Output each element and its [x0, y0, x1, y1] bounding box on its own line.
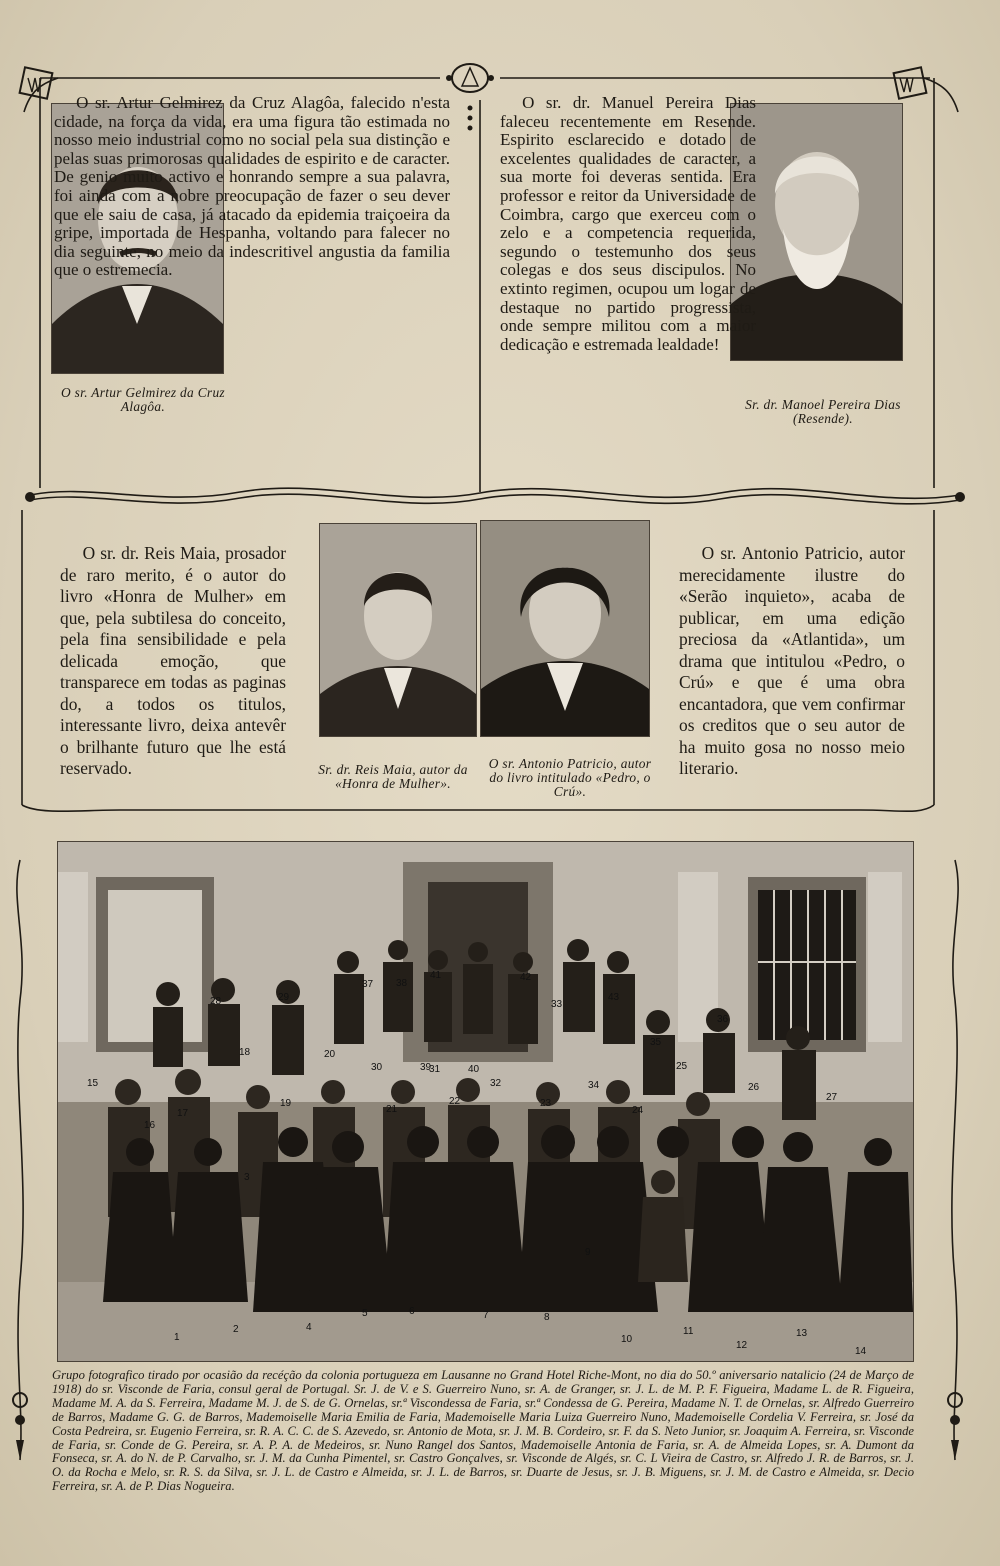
group-photograph [57, 841, 914, 1362]
group-number-labels [58, 842, 913, 1361]
portrait-figure-icon [731, 104, 902, 360]
group-number: 4 [306, 1322, 312, 1333]
group-number: 43 [608, 992, 620, 1003]
group-number: 17 [177, 1108, 189, 1119]
group-number: 15 [87, 1078, 99, 1089]
group-number: 21 [386, 1104, 398, 1115]
group-number: 13 [796, 1328, 808, 1339]
group-number: 32 [490, 1078, 502, 1089]
group-number: 38 [396, 978, 408, 989]
caption-antonio-patricio: O sr. Antonio Patricio, autor do livro intitulado «Pedro, o Crú». [488, 756, 652, 799]
group-number: 5 [362, 1308, 368, 1319]
group-number: 28 [210, 996, 222, 1007]
caption-reis-maia: Sr. dr. Reis Maia, autor da «Honra de Mulher». [318, 762, 468, 791]
group-number: 22 [449, 1096, 461, 1107]
group-number: 3 [244, 1172, 250, 1183]
caption-manuel-pereira-dias: Sr. dr. Manoel Pereira Dias (Resende). [745, 397, 901, 426]
group-number: 7 [483, 1310, 489, 1321]
group-number: 25 [676, 1061, 688, 1072]
group-number: 39 [420, 1062, 432, 1073]
group-number: 40 [468, 1064, 480, 1075]
portrait-figure-icon [481, 521, 649, 736]
group-number: 42 [520, 972, 532, 983]
group-number: 33 [551, 999, 563, 1010]
group-number: 14 [855, 1346, 867, 1357]
group-number: 35 [650, 1037, 662, 1048]
group-number: 11 [683, 1326, 694, 1337]
portrait-reis-maia [319, 523, 477, 737]
group-number: 31 [429, 1064, 441, 1075]
group-number: 30 [371, 1062, 383, 1073]
group-number: 20 [324, 1049, 336, 1060]
top-ornament-emblem [446, 64, 494, 131]
group-number: 16 [144, 1120, 156, 1131]
portrait-antonio-patricio [480, 520, 650, 737]
group-number: 24 [632, 1105, 644, 1116]
group-number: 37 [362, 979, 374, 990]
group-number: 6 [409, 1306, 415, 1317]
group-number: 23 [540, 1098, 552, 1109]
group-number: 1 [174, 1332, 180, 1343]
article-artur-gelmirez: O sr. Artur Gelmirez da Cruz Alagôa, falecido n'esta cidade, na força da vida, era uma figura tão estimada no nosso meio industrial como no social pela sua distinção e pelas suas primorosas qualidades de espirito e de caracter. De genio muito activo e honrando sempre a sua palavra, foi ainda com a nobre preocupação de fazer o seu dever que ele saiu de casa, já atacado da epidemia traiçoeira da gripe, importada de Hespanha, voltando para falecer no dia seguinte, no meio da indescritivel angustia da familia que o estremecia. [54, 93, 450, 280]
group-number: 2 [233, 1324, 239, 1335]
group-number: 29 [278, 992, 290, 1003]
group-number: 9 [585, 1247, 591, 1258]
article-manuel-pereira-dias: O sr. dr. Manuel Pereira Dias faleceu recentemente em Resende. Espirito esclarecido e dotado de excelentes qualidades de caracter, a sua morte foi deveras sentida. Era professor e reitor da Universidade de Coimbra, cargo que exerceu com o zelo e a competencia requerida, segundo o testemunho dos seus colegas e dos seus discipulos. No extinto regimen, ocupou um logar de destaque no partido progressista, onde sempre militou com a maior dedicação e estremada lealdade! [500, 93, 756, 354]
group-number: 8 [544, 1312, 550, 1323]
portrait-figure-icon [320, 524, 476, 736]
group-number: 41 [430, 970, 442, 981]
group-photo-caption: Grupo fotografico tirado por ocasião da recéção da colonia portugueza em Lausanne no Grand Hotel Riche-Mont, no dia do 50.º aniversario natalicio (24 de Março de 1918) do sr. Visconde de Faria, consul geral de Portugal. Sr. J. de V. e S. Guerreiro Nuno, sr. A. de Granger, sr. J. L. de M. P. F. Figueira, Madame L. de R. Figueira, Madame M. A. da S. Ferreira, Madame M. J. de S. de G. Ornelas, sr.ª Viscondessa de Faria, sr.ª Condessa de G. Pereira, Madame N. T. de Ornelas, sr. Alfredo Guerreiro de Barros, Madame G. G. de Barros, Mademoiselle Maria Emilia de Faria, Mademoiselle Maria Luiza Guerreiro Nuno, Mademoiselle Cordelia V. Ferreira, sr. José da Costa Pedreira, sr. Eugenio Ferreira, sr. R. A. C. C. de S. Azevedo, sr. Antonio de Mota, sr. J. M. B. Cordeiro, sr. F. da S. Neto Junior, sr. Joaquim A. Ferreira, sr. Visconde de Faria, sr. Conde de G. Pereira, sr. A. P. A. de Medeiros, sr. Nuno Rangel dos Santos, Mademoiselle Antonia de Faria, sr. A. de Almeida Lopes, sr. A. Dumont da Fonseca, sr. A. do N. de P. Carvalho, sr. J. M. da Cunha Pimentel, sr. Castro Gonçalves, sr. Visconde de Algés, sr. C. L Vieira de Castro, sr. Alfredo J. R. de Barros, sr. J. O. da Rocha e Melo, sr. R. S. da Silva, sr. J. L. de Castro e Almeida, sr. J. L. de Barros, sr. Duarte de Jesus, sr. J. B. Miguens, sr. J. M. de Castro e Almeida, sr. Decio Ferreira, sr. A. de P. Dias Nogueira. [52, 1368, 914, 1494]
group-number: 18 [239, 1047, 251, 1058]
group-number: 26 [748, 1082, 760, 1093]
caption-artur-gelmirez: O sr. Artur Gelmirez da Cruz Alagôa. [61, 385, 225, 414]
group-number: 10 [621, 1334, 633, 1345]
group-number: 34 [588, 1080, 600, 1091]
article-reis-maia: O sr. dr. Reis Maia, prosador de raro merito, é o autor do livro «Honra de Mulher» em que, pela subtilesa do conceito, pela fina sensibilidade e pela delicada emoção, que transparece em todas as paginas do, a todos os titulos, interessante livro, deixa antevêr o brilhante futuro que lhe está reservado. [60, 543, 286, 778]
group-number: 36 [717, 1014, 729, 1025]
group-number: 19 [280, 1098, 292, 1109]
group-number: 27 [826, 1092, 838, 1103]
group-number: 12 [736, 1340, 748, 1351]
article-antonio-patricio: O sr. Antonio Patricio, autor merecidamente ilustre do «Serão inquieto», acaba de publicar, em uma edição preciosa da «Atlantida», um drama que intitulou «Pedro, o Crú» e que é uma obra encantadora, que vem confirmar os creditos que o seu autor de ha muito gosa no nosso meio literario. [679, 543, 905, 778]
